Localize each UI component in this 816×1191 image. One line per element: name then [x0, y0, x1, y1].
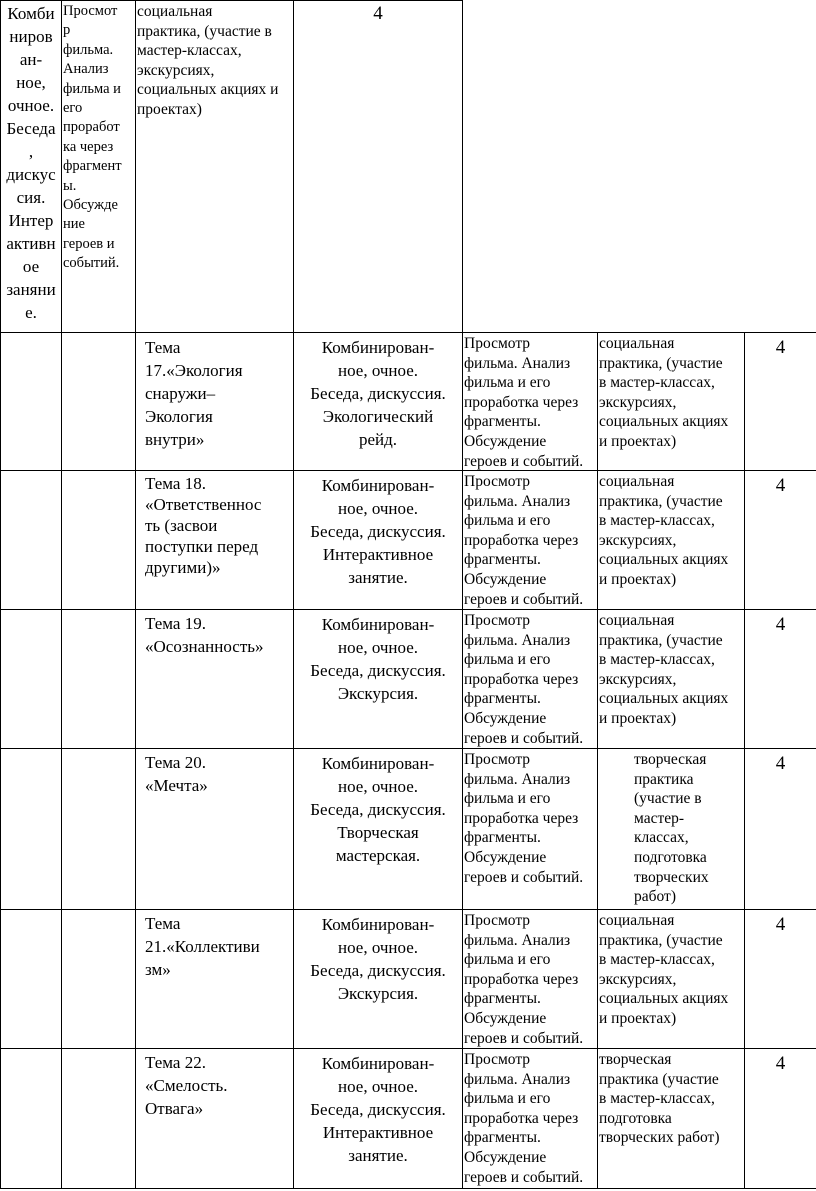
practice-cell: социальная практика, (участие в мастер-классах, экскурсиях, социальных акциях и проектах) [599, 912, 729, 1027]
hours-cell: 4 [775, 1053, 786, 1074]
form-cell: Комбинирован- ное, очное. Беседа, дискуссия. Интерактивное занятие. [310, 1054, 446, 1165]
form-cell: Комбинирован- ное, очное. Беседа, дискуссия. Экологический рейд. [310, 338, 446, 449]
content-cell: Просмотр фильма. Анализ фильма и его проработка через фрагменты. Обсуждение героев и событий. [464, 473, 584, 608]
content-cell: Просмотр фильма. Анализ фильма и его проработка через фрагменты. Обсуждение героев и событий. [464, 335, 584, 470]
content-cell: Просмотр фильма. Анализ фильма и его проработка через фрагменты. Обсуждение героев и событий. [464, 1051, 584, 1186]
practice-cell: социальная практика, (участие в мастер-классах, экскурсиях, социальных акциях и проектах) [599, 473, 729, 588]
hours-cell: 4 [775, 614, 786, 635]
form-cell: Комбинирован- ное, очное. Беседа, дискуссия. Экскурсия. [310, 915, 446, 1003]
content-cell: Просмотр фильма. Анализ фильма и его проработка через фрагменты. Обсуждение героев и событий. [464, 912, 584, 1047]
practice-cell: социальная практика, (участие в мастер-классах, экскурсиях, социальных акциях и проектах) [599, 335, 729, 450]
top-border [0, 0, 463, 1]
form-cell: Комбинирован- ное, очное. Беседа, дискуссия. Творческая мастерская. [310, 754, 446, 865]
form-cell: Комбинирован- ное, очное. Беседа, дискуссия. Экскурсия. [310, 615, 446, 703]
practice-cell: социальная практика, (участие в мастер-классах, экскурсиях, социальных акциях и проектах) [599, 612, 729, 727]
top-col-line-1 [61, 0, 62, 332]
top-col-line-2 [135, 0, 136, 332]
topic-cell: Тема 21.«Коллективи зм» [145, 914, 260, 979]
topic-cell: Тема 18. «Ответственнос ть (засвои поступки перед другими)» [145, 474, 262, 577]
row-line-2 [0, 609, 816, 610]
row-line-3 [0, 748, 816, 749]
col-line-0 [0, 332, 1, 1189]
topic-cell: Тема 19. «Осознанность» [145, 614, 264, 656]
form-cell: Комбинирован- ное, очное. Беседа, дискуссия. Интерактивное занятие. [310, 476, 446, 587]
practice-cell: творческая практика (участие в мастер-классах, подготовка творческих работ) [599, 1051, 720, 1147]
hours-cell: 4 [775, 337, 786, 358]
topic-cell: Тема 22. «Смелость. Отвага» [145, 1053, 228, 1118]
hours-cell: 4 [775, 914, 786, 935]
topic-cell: Тема 20. «Мечта» [145, 753, 208, 795]
top-practice-cell: социальная практика, (участие в мастер-классах, экскурсиях, социальных акциях и проектах) [137, 3, 279, 118]
row-line-4 [0, 909, 816, 910]
top-hours-cell: 4 [373, 3, 383, 24]
hours-cell: 4 [775, 475, 786, 496]
col-line-2 [135, 332, 136, 1189]
top-col-line-4 [462, 0, 463, 332]
practice-cell: творческая практика (участие в мастер- классах, подготовка творческих работ) [634, 751, 709, 906]
row-line-6 [0, 1188, 816, 1189]
col-line-4 [462, 332, 463, 1189]
hours-cell: 4 [775, 753, 786, 774]
col-line-1 [61, 332, 62, 1189]
topic-cell: Тема 17.«Экология снаружи– Экология внутри» [145, 338, 243, 449]
top-content-cell: Просмот р фильма. Анализ фильма и его проработ ка через фрагмент ы. Обсужде ние героев и событий. [63, 3, 122, 272]
row-line-0 [0, 332, 816, 333]
top-form-cell: Комби ниров ан- ное, очное. Беседа , дискус сия. Интер активн ое заняни е. [6, 4, 56, 322]
content-cell: Просмотр фильма. Анализ фильма и его проработка через фрагменты. Обсуждение героев и событий. [464, 751, 584, 886]
row-line-1 [0, 470, 816, 471]
content-cell: Просмотр фильма. Анализ фильма и его проработка через фрагменты. Обсуждение героев и событий. [464, 612, 584, 747]
top-col-line-3 [293, 0, 294, 332]
row-line-5 [0, 1048, 816, 1049]
